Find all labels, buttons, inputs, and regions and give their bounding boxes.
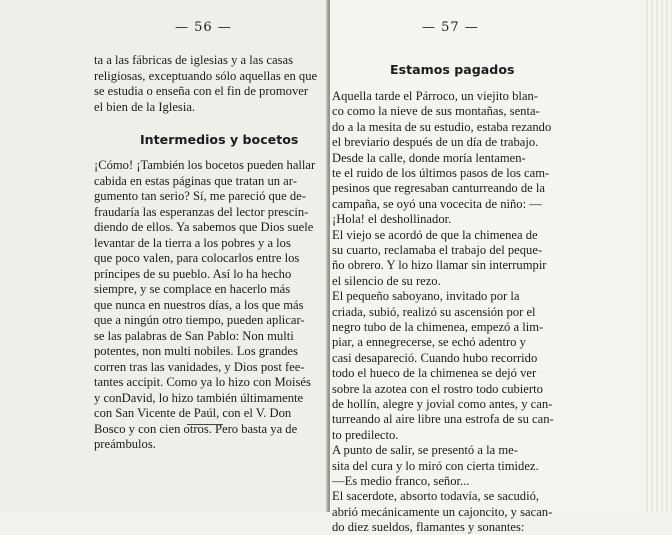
text-line: criada, subió, realizó su ascensión por el — [332, 304, 536, 319]
text-line: El viejo se acordó de que la chimenea de — [332, 227, 538, 242]
text-line: piar, a ennegrecerse, se echó adentro y — [332, 335, 526, 350]
text-line: sobre la azotea con el rostro todo cubierto — [332, 381, 543, 396]
text-line: se estudia o enseña con el fin de promover — [94, 84, 309, 98]
text-line: fraudaría las esperanzas del lector prescin- — [94, 204, 309, 219]
text-line: Bosco y con cien otros. Pero basta ya de — [94, 421, 298, 436]
text-line: que a ningún otro tiempo, pueden aplicar- — [94, 313, 305, 327]
text-line: con San Vicente de Paúl, con el V. Don — [94, 406, 292, 420]
text-line: que poco valen, para colocarlos entre los — [94, 251, 300, 265]
text-line: su cuarto, reclamaba el trabajo del peque- — [332, 243, 543, 257]
text-line: tantes accipit. Como ya lo hizo con Moisés — [94, 375, 311, 389]
left-section-heading: Intermedios y bocetos — [140, 132, 299, 147]
text-line: —Es medio franco, señor... — [332, 474, 470, 488]
right-page — [330, 0, 672, 535]
text-line: de hollín, alegre y jovial como antes, y can- — [332, 397, 553, 411]
text-line: El sacerdote, absorto todavía, se sacudió, — [332, 489, 540, 504]
text-line: casi desapareció. Cuando hubo recorrido — [332, 350, 538, 365]
text-line: que nunca en nuestros días, a los que más — [94, 297, 304, 312]
text-line: y conDavid, lo hizo también últimamente — [94, 390, 304, 405]
text-line: do diez sueldos, flamantes y sonantes: — [332, 520, 525, 535]
text-line: ¡Hola! el deshollinador. — [332, 212, 452, 227]
text-line: te el ruido de los últimos pasos de los cam- — [332, 166, 550, 180]
text-line: abrió mecánicamente un cajoncito, y sacan- — [332, 504, 553, 519]
text-line: to predilecto. — [332, 427, 399, 442]
left-page — [0, 0, 330, 512]
text-line: co como la nieve de sus montañas, senta- — [332, 104, 540, 119]
text-line: se las palabras de San Pablo: Non multi — [94, 328, 294, 343]
text-line: pesinos que regresaban canturreando de la — [332, 181, 545, 196]
text-line: gumento tan serio? Sí, me pareció que de- — [94, 189, 306, 203]
text-line: príncipes de su pueblo. Así lo ha hecho — [94, 266, 292, 281]
text-line: el bien de la Iglesia. — [94, 99, 196, 114]
text-line: el breviario después de un día de trabajo. — [332, 135, 539, 150]
page-number-right: — 57 — — [422, 20, 479, 35]
text-line: El pequeño saboyano, invitado por la — [332, 289, 520, 304]
text-line: religiosas, exceptuando sólo aquellas en que — [94, 68, 318, 83]
text-line: todo el hueco de la chimenea se dejó ver — [332, 366, 537, 381]
text-line: preámbulos. — [94, 437, 156, 451]
text-line: ño obrero. Y lo hizo llamar sin interrumpir — [332, 258, 547, 273]
text-line: levantar de la tierra a los pobres y a los — [94, 235, 291, 250]
page-edge — [646, 0, 672, 512]
text-line: Aquella tarde el Párroco, un viejito blan- — [332, 89, 538, 103]
text-line: el silencio de su rezo. — [332, 273, 441, 288]
text-line: diendo de ellos. Ya sabemos que Dios suele — [94, 220, 314, 234]
section-end-rule — [187, 424, 223, 425]
text-line: turreando al aire libre una estrofa de su can- — [332, 412, 554, 427]
text-line: negro tubo de la chimenea, empezó a lim- — [332, 320, 544, 334]
text-line: Desde la calle, donde moría lentamen- — [332, 150, 526, 165]
text-line: potentes, non multi nobiles. Los grandes — [94, 344, 298, 358]
text-line: sita del cura y lo miró con cierta timidez. — [332, 458, 539, 473]
text-line: corren tras las vanidades, y Dios post fee- — [94, 359, 305, 374]
right-section-heading: Estamos pagados — [390, 62, 515, 77]
text-line: siempre, y se complace en hacerlo más — [94, 282, 291, 296]
page-number-left: — 56 — — [175, 20, 232, 35]
text-line: cabida en estas páginas que tratan un ar- — [94, 173, 297, 188]
text-line: campaña, se oyó una vocecita de niño: — — [332, 196, 542, 211]
text-line: ta a las fábricas de iglesias y a las casas — [94, 53, 293, 67]
text-line: ¡Cómo! ¡También los bocetos pueden hallar — [94, 158, 316, 172]
text-line: A punto de salir, se presentó a la me- — [332, 443, 518, 458]
text-line: do a la mesita de su estudio, estaba rezando — [332, 119, 552, 134]
